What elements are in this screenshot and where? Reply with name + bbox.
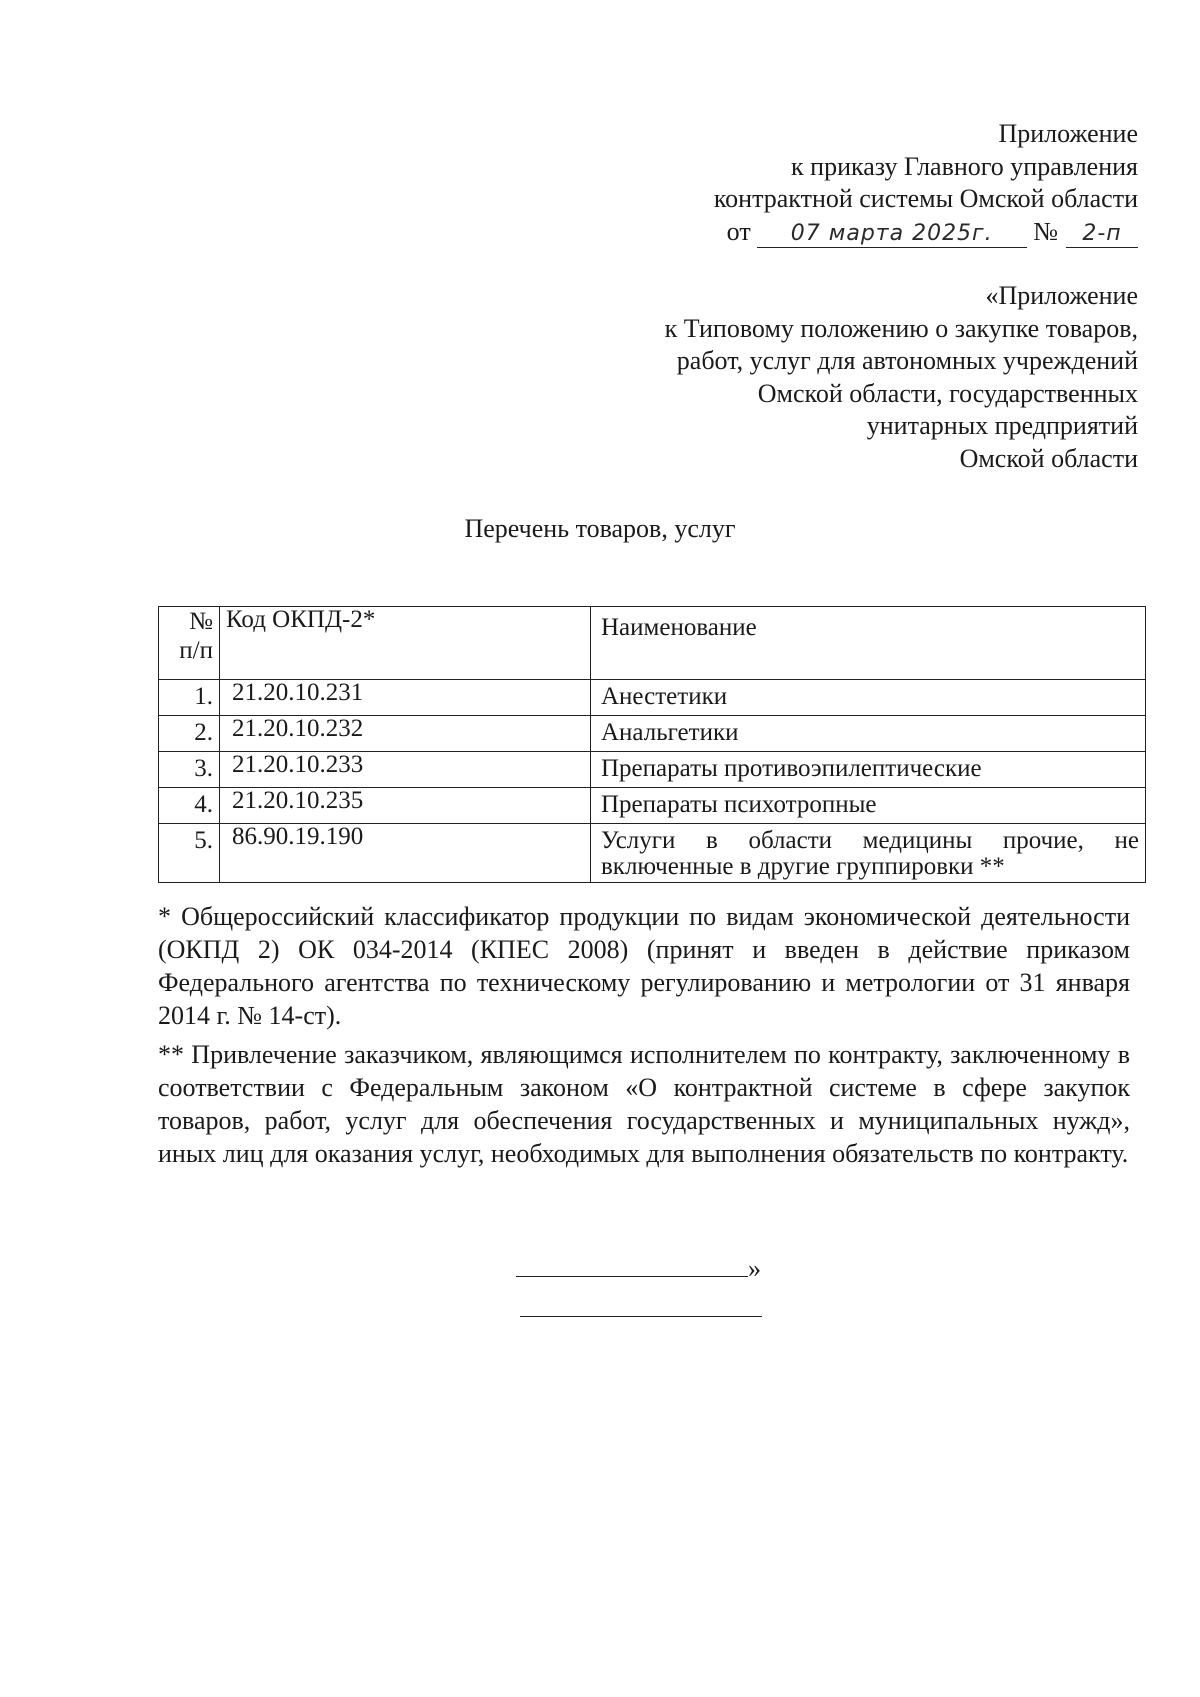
number-prefix: №	[1033, 216, 1058, 246]
row-code: 86.90.19.190	[220, 824, 591, 883]
order-date-number-line	[714, 216, 1138, 249]
closing-line	[516, 1254, 761, 1284]
header-line-3: контрактной системы Омской области	[713, 184, 1138, 213]
row-number: 2.	[159, 716, 220, 752]
appendix-line-4: Омской области, государственных	[757, 378, 1138, 408]
row-name: Услуги в области медицины прочие, не включенные в другие группировки **	[591, 824, 1146, 883]
appendix-header	[665, 280, 1138, 475]
header-cell-name: Наименование	[591, 607, 1146, 680]
table-row	[159, 788, 1146, 824]
row-code: 21.20.10.235	[220, 788, 591, 824]
appendix-line-5: унитарных предприятий	[866, 411, 1138, 440]
row-code: 21.20.10.231	[220, 680, 591, 716]
table-header-row	[159, 607, 1146, 680]
header-line-1: Приложение	[998, 119, 1138, 148]
row-name: Препараты психотропные	[591, 788, 1146, 824]
footnote-single-asterisk: * Общероссийский классификатор продукции по видам экономической деятельности (ОКПД 2) ОК 034-2014 (КПЕС 2008) (принят и введен в действие приказом Федерального агентства по техническому регулированию и метрологии от 31 января 2014 г. № 14-ст).	[158, 902, 1130, 1030]
handwritten-date: 07 марта 2025г.	[757, 221, 1027, 248]
table-row	[159, 680, 1146, 716]
closing-rule	[516, 1276, 748, 1277]
appendix-line-6: Омской области	[959, 443, 1138, 473]
row-code: 21.20.10.233	[220, 752, 591, 788]
appendix-line-3: работ, услуг для автономных учреждений	[676, 346, 1138, 375]
appendix-line-1: «Приложение	[985, 281, 1138, 310]
row-name: Анальгетики	[591, 716, 1146, 752]
row-number: 4.	[159, 788, 220, 824]
header-cell-code: Код ОКПД-2*	[220, 607, 591, 680]
row-name: Препараты противоэпилептические	[591, 752, 1146, 788]
table-row	[159, 752, 1146, 788]
appendix-line-2: к Типовому положению о закупке товаров,	[664, 313, 1138, 343]
row-code: 21.20.10.232	[220, 716, 591, 752]
header-cell-number	[159, 607, 220, 680]
date-prefix: от	[726, 216, 751, 246]
goods-table	[158, 606, 1146, 883]
header-number-abbr: п/п	[179, 637, 213, 664]
table-row	[159, 716, 1146, 752]
row-name: Анестетики	[591, 680, 1146, 716]
order-header	[714, 118, 1138, 248]
header-number-symbol: №	[189, 608, 213, 635]
row-number: 5.	[159, 824, 220, 883]
row-number: 1.	[159, 680, 220, 716]
list-title: Перечень товаров, услуг	[464, 514, 736, 543]
handwritten-number: 2-п	[1066, 221, 1138, 248]
header-line-2: к приказу Главного управления	[791, 151, 1138, 181]
closing-quote: »	[748, 1254, 761, 1283]
table-row	[159, 824, 1146, 883]
row-number: 3.	[159, 752, 220, 788]
footnote-double-asterisk: ** Привлечение заказчиком, являющимся исполнителем по контракту, заключенному в соответствии с Федеральным законом «О контрактной системе в сфере закупок товаров, работ, услуг для обеспечения государственных и муниципальных нужд», иных лиц для оказания услуг, необходимых для выполнения обязательств по контракту.	[158, 1040, 1130, 1168]
separator-rule	[520, 1316, 762, 1317]
